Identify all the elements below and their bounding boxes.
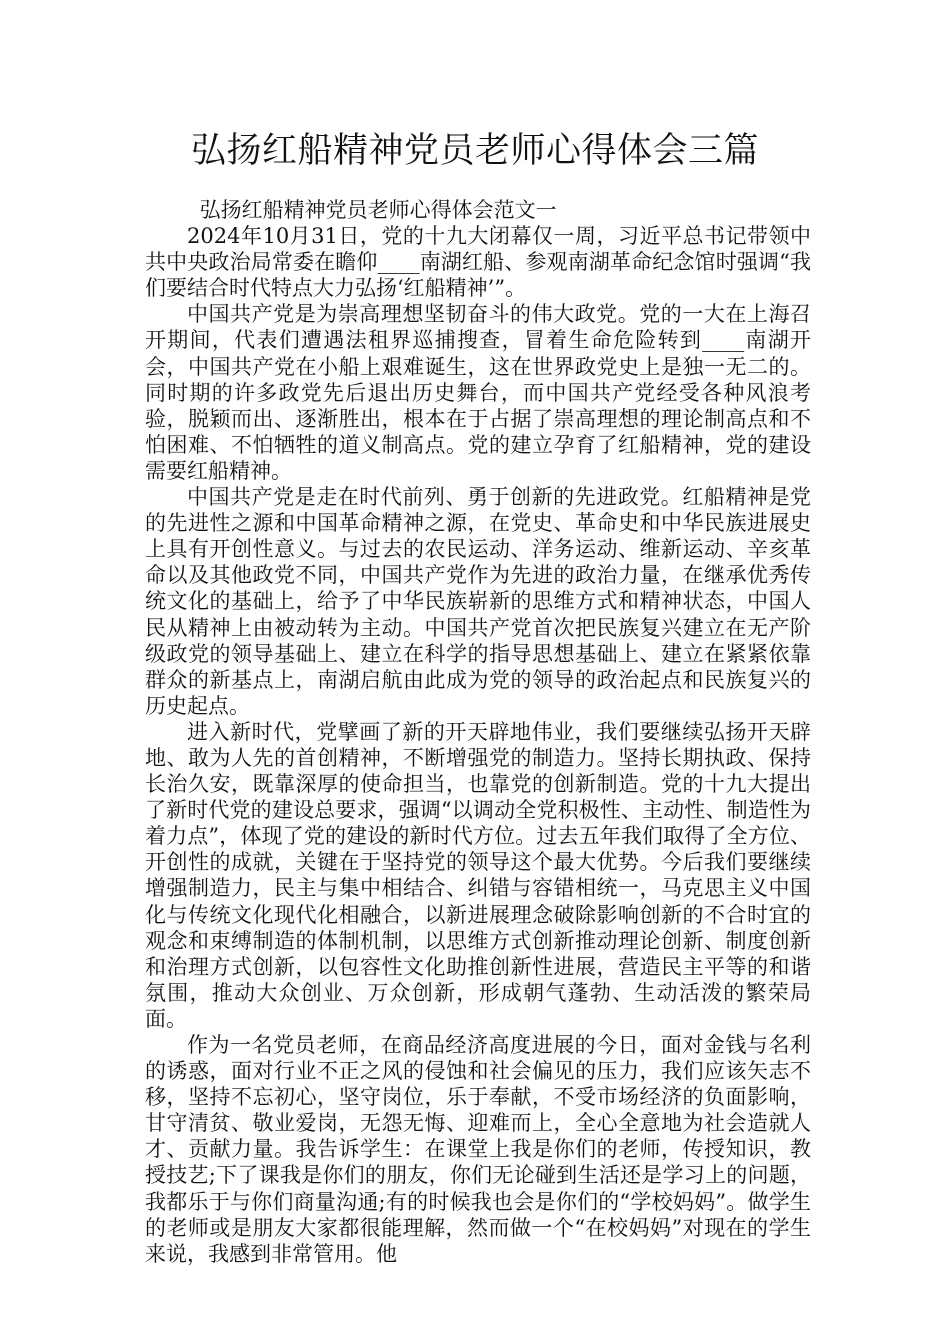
paragraph: 中国共产党是走在时代前列、勇于创新的先进政党。红船精神是党的先进性之源和中国革命精神之源，在党史、革命史和中华民族进展史上具有开创性意义。与过去的农民运动、洋务运动、维新运动、辛亥革命以及其他政党不同，中国共产党作为先进的政治力量，在继承优秀传统文化的基础上，给予了中华民族崭新的思维方式和精神状态，中国人民从精神上由被动转为主动。中国共产党首次把民族复兴建立在无产阶级政党的领导基础上、建立在科学的指导思想基础上、建立在紧紧依靠群众的新基点上，南湖启航由此成为党的领导的政治起点和民族复兴的历史起点。 xyxy=(145,485,811,718)
document-title: 弘扬红船精神党员老师心得体会三篇 xyxy=(190,131,759,171)
paragraph: 中国共产党是为崇高理想坚韧奋斗的伟大政党。党的一大在上海召开期间，代表们遭遇法租界巡捕搜查，冒着生命危险转到____南湖开会，中国共产党在小船上艰难诞生，这在世界政党史上是独一无二的。同时期的许多政党先后退出历史舞台，而中国共产党经受各种风浪考验，脱颖而出、逐渐胜出，根本在于占据了崇高理想的理论制高点和不怕困难、不怕牺牲的道义制高点。党的建立孕育了红船精神，党的建设需要红船精神。 xyxy=(145,302,811,483)
section-subtitle: 弘扬红船精神党员老师心得体会范文一 xyxy=(199,198,557,222)
paragraph: 2024年10月31日，党的十九大闭幕仅一周，习近平总书记带领中共中央政治局常委在瞻仰____南湖红船、参观南湖革命纪念馆时强调“我们要结合时代特点大力弘扬‘红船精神’”。 xyxy=(145,224,811,301)
document-body xyxy=(145,197,811,1267)
paragraph: 进入新时代，党擘画了新的开天辟地伟业，我们要继续弘扬开天辟地、敢为人先的首创精神，不断增强党的制造力。坚持长期执政、保持长治久安，既靠深厚的使命担当，也靠党的创新制造。党的十九大提出了新时代党的建设总要求，强调“以调动全党积极性、主动性、制造性为着力点”，体现了党的建设的新时代方位。过去五年我们取得了全方位、开创性的成就，关键在于坚持党的领导这个最大优势。今后我们要继续增强制造力，民主与集中相结合、纠错与容错相统一，马克思主义中国化与传统文化现代化相融合，以新进展理念破除影响创新的不合时宜的观念和束缚制造的体制机制，以思维方式创新推动理论创新、制度创新和治理方式创新，以包容性文化助推创新性进展，营造民主平等的和谐氛围，推动大众创业、万众创新，形成朝气蓬勃、生动活泼的繁荣局面。 xyxy=(145,719,811,1031)
paragraph: 作为一名党员老师，在商品经济高度进展的今日，面对金钱与名利的诱惑，面对行业不正之风的侵蚀和社会偏见的压力，我们应该矢志不移，坚持不忘初心，坚守岗位，乐于奉献，不受市场经济的负面影响，甘守清贫、敬业爱岗，无怨无悔、迎难而上，全心全意地为社会造就人才、贡献力量。我告诉学生：在课堂上我是你们的老师，传授知识，教授技艺;下了课我是你们的朋友，你们无论碰到生活还是学习上的问题，我都乐于与你们商量沟通;有的时候我也会是你们的“学校妈妈”。做学生的老师或是朋友大家都很能理解，然而做一个“在校妈妈”对现在的学生来说，我感到非常管用。他 xyxy=(145,1033,811,1266)
